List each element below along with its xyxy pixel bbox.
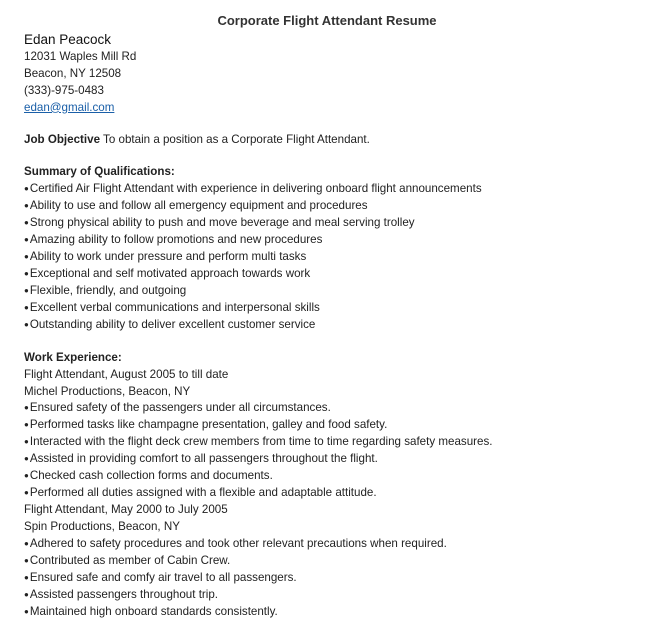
list-item: ●Checked cash collection forms and documents. [24,469,273,483]
contact-address: 12031 Waples Mill Rd [24,50,137,63]
list-item: ●Interacted with the flight deck crew members from time to time regarding safety measures. [24,435,493,449]
list-item: ●Strong physical ability to push and move beverage and meal serving trolley [24,216,415,230]
list-item: ●Amazing ability to follow promotions and new procedures [24,233,323,247]
list-item: ●Performed tasks like champagne presentation, galley and food safety. [24,418,388,432]
list-item: ●Adhered to safety procedures and took other relevant precautions when required. [24,536,447,550]
summary-heading: Summary of Qualifications: [24,165,175,179]
job-objective-text: To obtain a position as a Corporate Flight Attendant. [100,132,370,146]
list-item: ●Performed all duties assigned with a flexible and adaptable attitude. [24,486,377,500]
summary-list [24,181,644,333]
job-objective-label: Job Objective [24,132,101,146]
job-duties-list [24,536,644,621]
job-duties-list [24,400,644,502]
resume-document [24,12,644,621]
job-title: Flight Attendant, August 2005 to till date [24,367,229,381]
list-item: ●Flexible, friendly, and outgoing [24,283,187,297]
list-item: ●Outstanding ability to deliver excellent customer service [24,317,316,331]
job-company: Spin Productions, Beacon, NY [24,519,180,533]
resume-title: Corporate Flight Attendant Resume [217,13,437,28]
contact-name: Edan Peacock [24,32,112,47]
list-item: ●Excellent verbal communications and interpersonal skills [24,300,320,314]
list-item: ●Ensured safety of the passengers under all circumstances. [24,401,331,415]
list-item: ●Certified Air Flight Attendant with experience in delivering onboard flight announcements [24,182,482,196]
contact-email-link[interactable]: edan@gmail.com [24,100,115,114]
list-item: ●Ability to work under pressure and perform multi tasks [24,250,307,264]
contact-phone: (333)-975-0483 [24,83,104,97]
list-item: ●Ensured safe and comfy air travel to all passengers. [24,570,297,584]
list-item: ●Maintained high onboard standards consistently. [24,604,278,618]
list-item: ●Ability to use and follow all emergency equipment and procedures [24,199,368,213]
list-item: ●Contributed as member of Cabin Crew. [24,553,231,567]
list-item: ●Exceptional and self motivated approach towards work [24,267,311,281]
list-item: ●Assisted passengers throughout trip. [24,587,219,601]
experience-heading: Work Experience: [24,350,122,364]
job-objective [24,132,644,149]
list-item: ●Assisted in providing comfort to all passengers throughout the flight. [24,452,378,466]
job-title: Flight Attendant, May 2000 to July 2005 [24,503,228,517]
contact-city: Beacon, NY 12508 [24,66,122,80]
job-company: Michel Productions, Beacon, NY [24,384,191,398]
